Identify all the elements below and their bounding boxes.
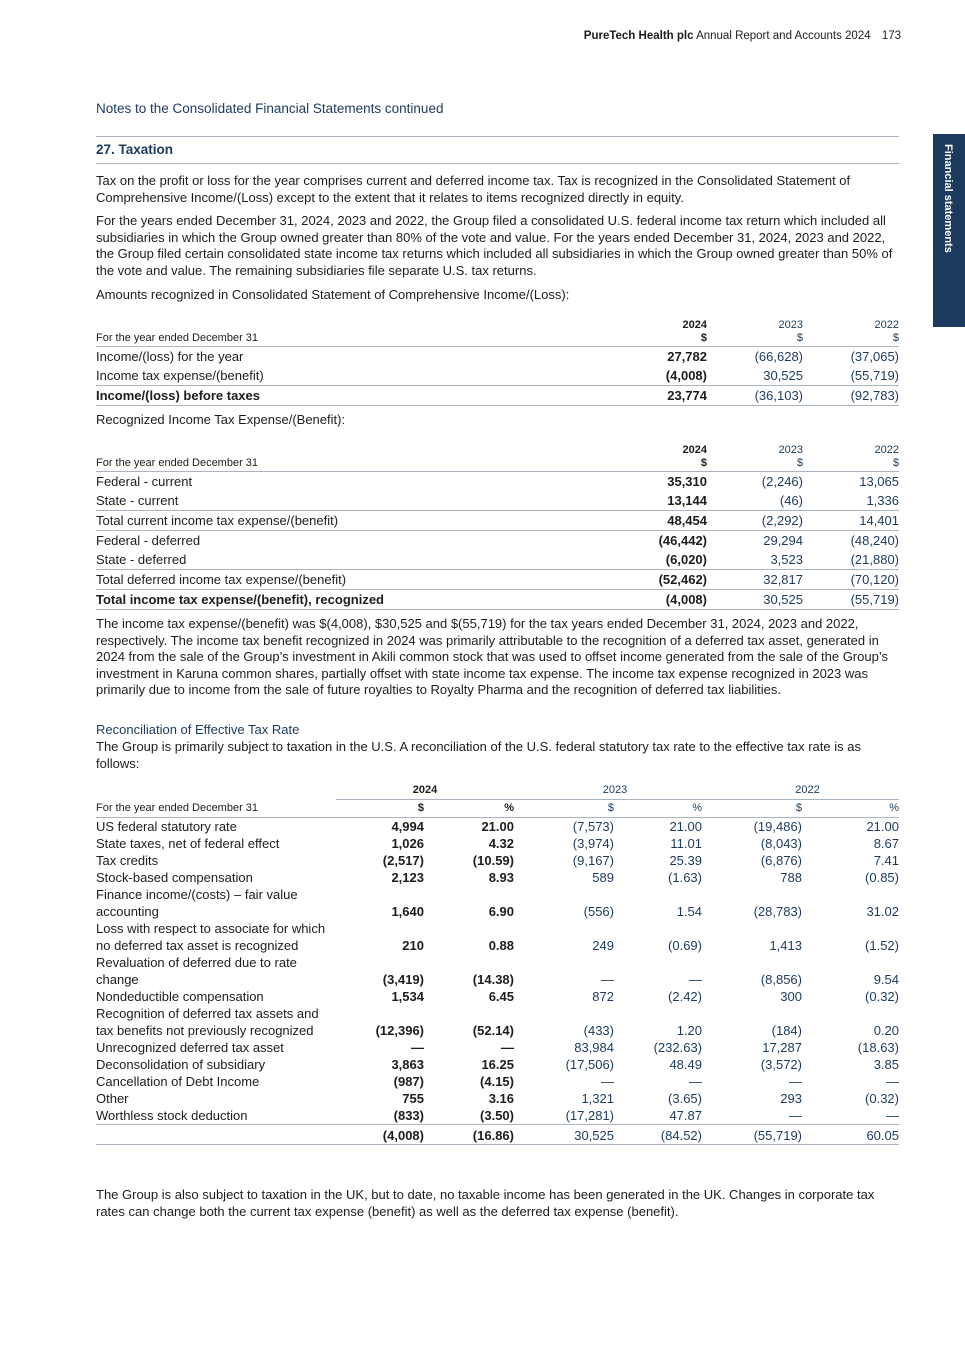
income-table [96,313,899,406]
row-label: Deconsolidation of subsidiary [96,1057,266,1072]
column-header: % [802,800,899,818]
table-row [96,531,899,551]
table-row [96,1107,899,1125]
unit-header: $ [700,332,707,344]
reconciliation-table [96,782,899,1145]
cell: (9,167) [572,853,614,868]
cell: (46,442) [658,533,707,548]
row-label: US federal statutory rate [96,819,237,834]
cell: 210 [402,938,424,953]
company-name: PureTech Health plc [583,30,694,42]
cell: 17,287 [762,1040,802,1055]
cell: 2,123 [391,870,424,885]
table-row [96,570,899,590]
year-header: 2023 [514,782,702,800]
section-title: 27. Taxation [96,136,899,164]
cell: 3.85 [873,1057,899,1072]
row-label: Tax credits [96,853,159,868]
cell: 35,310 [667,474,707,489]
cell: (987) [393,1074,424,1089]
cell: (19,486) [753,819,802,834]
cell: 47.87 [669,1108,702,1123]
cell: 1,640 [391,904,424,919]
row-label: Unrecognized deferred tax asset [96,1040,284,1055]
paragraph-tax-explanation: The income tax expense/(benefit) was $(4,008), $30,525 and $(55,719) for the tax years ended December 31, 2024, 2023 and 2022, respectively. The income tax benefit recognized in 2024 was primarily attributable to the recognition of a deferred tax asset, generated in 2024 from the sale of the Group’s investment in Akili common stock that was used to offset income generated from the sale of the Group’s investment in Karuna common shares, partially offset with state income tax expense. The income tax expense recognized in 2023 was primarily due to income from the sale of future royalties to Royalty Pharma and the recognition of deferred tax liabilities. [96,616,888,697]
cell: (4,008) [607,590,707,610]
column-header: $ [702,800,802,818]
table-header-row [96,313,899,347]
row-label: Income tax expense/(benefit) [96,366,607,386]
cell: 3.16 [488,1091,514,1106]
total-cell: 30,525 [514,1125,614,1145]
row-label: Total current income tax expense/(benefit) [96,511,607,531]
row-label: Income/(loss) for the year [96,349,244,364]
table-row [96,1056,899,1073]
row-label: State taxes, net of federal effect [96,836,280,851]
cell: — [601,1074,614,1089]
cell: 21.00 [669,819,702,834]
row-label: Income/(loss) before taxes [96,386,607,406]
cell: (28,783) [753,904,802,919]
cell: (3.65) [668,1091,702,1106]
table-row [96,386,899,406]
table-row [96,852,899,869]
cell: (232.63) [653,1040,702,1055]
total-cell: (16.86) [424,1125,514,1145]
year-header: 2022 [874,319,899,331]
cell: 1.54 [676,904,702,919]
cell: 4.32 [488,836,514,851]
cell: 755 [402,1091,424,1106]
year-header: 2024 [682,444,707,456]
cell: (184) [771,1023,802,1038]
cell: 0.88 [488,938,514,953]
cell: (4.15) [480,1074,514,1089]
table-row [96,590,899,610]
column-header: $ [514,800,614,818]
cell: (17,281) [565,1108,614,1123]
cell: 16.25 [481,1057,514,1072]
cell: (833) [393,1108,424,1123]
page-header [584,30,901,42]
report-name: Annual Report and Accounts 2024 [696,30,871,42]
cell: (8,043) [760,836,802,851]
year-header-row [96,782,899,800]
section-side-tab[interactable] [933,134,965,327]
paragraph-intro: Tax on the profit or loss for the year comprises current and deferred income tax. Tax is recognized in the Consolidated Statement of Comprehensive Income/(Loss) except to the extent that it relates to items recognized directly in equity. [96,173,851,205]
year-header: 2024 [682,319,707,331]
table-row [96,511,899,531]
year-header: 2023 [778,444,803,456]
table-row [96,835,899,852]
cell: (14.38) [472,972,514,987]
table-row [96,550,899,570]
column-label-header: For the year ended December 31 [96,438,607,472]
cell: (6,020) [607,550,707,570]
cell: (2,517) [382,853,424,868]
cell: 13,065 [859,474,899,489]
total-cell: (55,719) [702,1125,802,1145]
cell: (556) [583,904,614,919]
table-row [96,1005,899,1039]
cell: 872 [592,989,614,1004]
cell: 300 [780,989,802,1004]
table-row [96,1090,899,1107]
cell: — [886,1074,899,1089]
row-label: Total income tax expense/(benefit), recognized [96,590,607,610]
cell: (1.63) [668,870,702,885]
cell: (3,419) [382,972,424,987]
cell: 788 [780,870,802,885]
cell: (0.85) [865,870,899,885]
cell: (0.32) [865,1091,899,1106]
table-row [96,1039,899,1056]
table-row [96,366,899,386]
cell: (6,876) [760,853,802,868]
table-row [96,886,899,920]
year-header: 2024 [336,782,514,800]
table-row [96,472,899,492]
cell: 1,413 [769,938,802,953]
row-label: Federal - current [96,474,193,489]
cell: (0.69) [668,938,702,953]
column-label-header: For the year ended December 31 [96,800,336,818]
row-label: Cancellation of Debt Income [96,1074,260,1089]
cell: (3.50) [480,1108,514,1123]
cell: 30,525 [707,590,803,610]
cell: (4,008) [607,366,707,386]
cell: (12,396) [375,1023,424,1038]
cell: (70,120) [803,570,899,590]
cell: 23,774 [607,386,707,406]
cell: (21,880) [803,550,899,570]
row-label: Loss with respect to associate for which no deferred tax asset is recognized [96,921,326,953]
reconciliation-heading: Reconciliation of Effective Tax Rate [96,722,300,737]
cell: 21.00 [866,819,899,834]
cell: — [789,1108,802,1123]
cell: 31.02 [866,904,899,919]
cell: (18.63) [857,1040,899,1055]
row-label: Worthless stock deduction [96,1108,248,1123]
cell: — [501,1040,514,1055]
cell: 29,294 [763,533,803,548]
cell: — [689,1074,702,1089]
cell: 13,144 [607,491,707,511]
cell: (8,856) [760,972,802,987]
table-row [96,818,899,836]
table-row [96,988,899,1005]
cell: (3,572) [760,1057,802,1072]
table-row [96,920,899,954]
column-header: % [614,800,702,818]
cell: (48,240) [850,533,899,548]
column-header: % [424,800,514,818]
paragraph-filing: For the years ended December 31, 2024, 2023 and 2022, the Group filed a consolidated U.S. federal income tax return which included all subsidiaries in which the Group owned greater than 80% of the vote and value. For the years ended December 31, 2024, 2023 and 2022, the Group filed certain consolidated state income tax returns which included all subsidiaries in which the Group owned greater than 50% of the vote and value. The remaining subsidiaries file separate U.S. tax returns. [96,213,893,278]
cell: 3,523 [707,550,803,570]
row-label: Nondeductible compensation [96,989,264,1004]
paragraph-recognized-intro: Recognized Income Tax Expense/(Benefit): [96,412,346,427]
cell: 27,782 [667,349,707,364]
table-row [96,954,899,988]
row-label: Revaluation of deferred due to rate change [96,955,297,987]
paragraph-reconciliation-intro: The Group is primarily subject to taxation in the U.S. A reconciliation of the U.S. federal statutory tax rate to the effective tax rate is as follows: [96,739,861,771]
cell: 48.49 [669,1057,702,1072]
cell: 8.67 [873,836,899,851]
cell: (55,719) [803,590,899,610]
cell: (0.32) [865,989,899,1004]
cell: (7,573) [572,819,614,834]
total-row [96,1125,899,1145]
cell: — [689,972,702,987]
column-header: $ [336,800,424,818]
cell: 1,336 [803,491,899,511]
cell: 589 [592,870,614,885]
column-label-header: For the year ended December 31 [96,313,607,347]
unit-header: $ [796,332,803,344]
cell: 8.93 [488,870,514,885]
unit-header: $ [892,457,899,469]
cell: 1,534 [391,989,424,1004]
table-row [96,1073,899,1090]
year-header: 2023 [778,319,803,331]
total-cell: 60.05 [802,1125,899,1145]
cell: 83,984 [574,1040,614,1055]
row-label: Recognition of deferred tax assets and tax benefits not previously recognized [96,1006,319,1038]
table-row [96,869,899,886]
unit-header: $ [700,457,707,469]
page-number: 173 [881,30,901,42]
cell: (46) [707,491,803,511]
notes-title: Notes to the Consolidated Financial Statements continued [96,101,444,116]
cell: (2.42) [668,989,702,1004]
paragraph-amounts-intro: Amounts recognized in Consolidated Statement of Comprehensive Income/(Loss): [96,287,570,302]
row-label: State - deferred [96,550,607,570]
cell: 30,525 [707,366,803,386]
unit-header: $ [892,332,899,344]
cell: (17,506) [565,1057,614,1072]
cell: (433) [583,1023,614,1038]
cell: 3,863 [391,1057,424,1072]
cell: (66,628) [754,349,803,364]
paragraph-uk-taxation: The Group is also subject to taxation in the UK, but to date, no taxable income has been generated in the UK. Changes in corporate tax rates can change both the current tax expense (benefit) as well as the deferred tax expense (benefit). [96,1187,875,1219]
cell: 11.01 [670,836,702,851]
cell: — [601,972,614,987]
cell: (55,719) [803,366,899,386]
cell: 293 [780,1091,802,1106]
cell: 48,454 [607,511,707,531]
cell: 21.00 [481,819,514,834]
cell: 9.54 [873,972,899,987]
cell: (52,462) [607,570,707,590]
cell: 1.20 [676,1023,702,1038]
row-label: Total deferred income tax expense/(benefit) [96,570,607,590]
cell: (37,065) [850,349,899,364]
cell: 6.90 [488,904,514,919]
row-label: Finance income/(costs) – fair value accounting [96,887,298,919]
cell: 0.20 [873,1023,899,1038]
cell: 1,321 [581,1091,614,1106]
cell: — [411,1040,424,1055]
total-cell: (4,008) [336,1125,424,1145]
cell: (3,974) [572,836,614,851]
cell: 7.41 [873,853,899,868]
cell: (92,783) [803,386,899,406]
row-label: Other [96,1091,129,1106]
cell: 6.45 [488,989,514,1004]
column-header-row [96,800,899,818]
side-tab-label: Financial statements [942,144,954,253]
year-header: 2022 [874,444,899,456]
total-cell: (84.52) [614,1125,702,1145]
table-row [96,491,899,511]
unit-header: $ [796,457,803,469]
cell: (10.59) [472,853,514,868]
row-label: State - current [96,491,607,511]
cell: 249 [592,938,614,953]
cell: 32,817 [707,570,803,590]
cell: 4,994 [391,819,424,834]
cell: 25.39 [669,853,702,868]
cell: (2,246) [761,474,803,489]
table-header-row [96,438,899,472]
cell: — [886,1108,899,1123]
row-label: Stock-based compensation [96,870,253,885]
tax-expense-table [96,438,899,610]
cell: (1.52) [865,938,899,953]
table-row [96,347,899,367]
cell: (2,292) [707,511,803,531]
cell: (52.14) [472,1023,514,1038]
year-header: 2022 [702,782,899,800]
cell: 1,026 [391,836,424,851]
cell: 14,401 [803,511,899,531]
cell: (36,103) [707,386,803,406]
reconciliation-rows [96,818,899,1125]
row-label: Federal - deferred [96,533,201,548]
cell: — [789,1074,802,1089]
